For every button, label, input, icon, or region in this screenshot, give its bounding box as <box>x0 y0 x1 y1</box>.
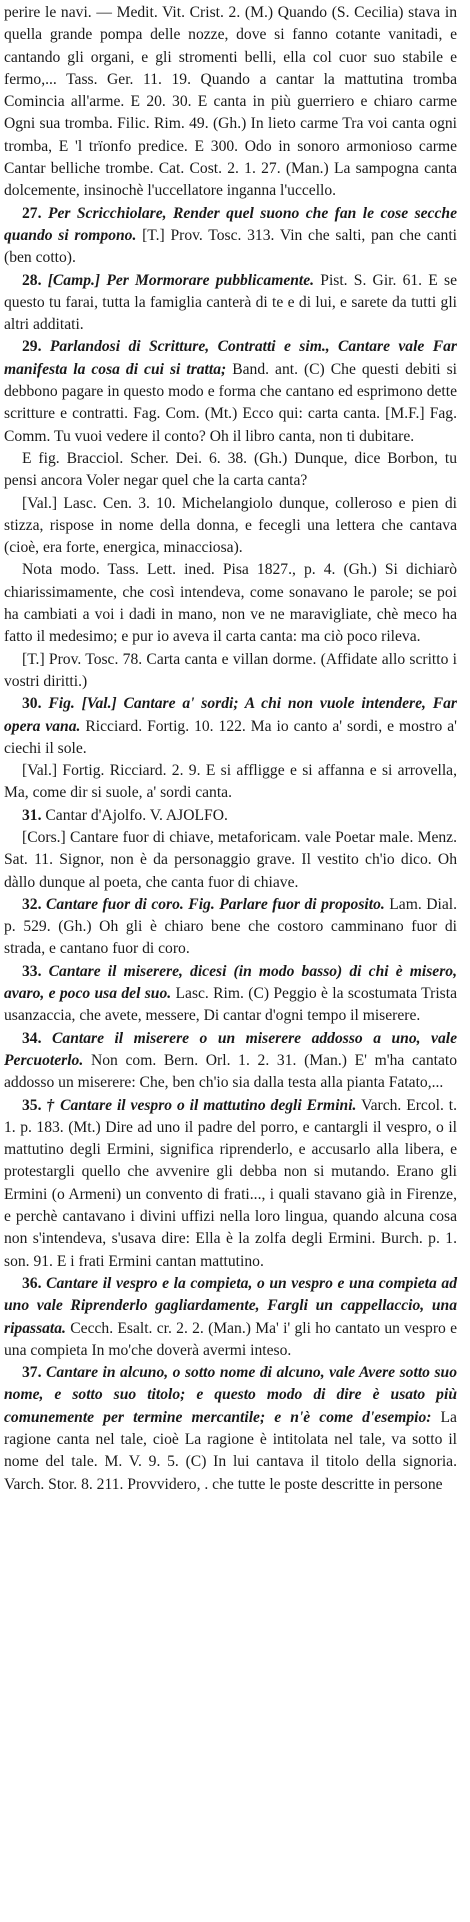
sense-definition: Cantare in alcuno, o sotto nome di alcuno, vale Avere sotto suo nome, e sotto suo titolo; e questo modo di dire è usato più comunemente per termine mercantile; e n'è come d'esempio: <box>4 1364 457 1426</box>
paragraph-text: perire le navi. — Medit. Vit. Crist. 2. (M.) Quando (S. Cecilia) stava in quella grande pompa delle nozze, dove si fanno cotante vanitadi, e cantando gli organi, e gli stromenti belli, ella col cuor suo stabile e fermo,... Tass. Ger. 11. 19. Quando a cantar la mattutina tromba Comincia all'arme. E 20. 30. E canta in più guerriero e chiaro carme Ogni sua tromba. Filic. Rim. 49. (Gh.) In lieto carme Tra voi canta ogni tromba, E 'l trïonfo predice. E 300. Odo in sonoro armonioso carme Cantar belliche trombe. Cat. Cost. 2. 1. 27. (Man.) La sampogna canta dolcemente, insinochè l'uccellatore inganna l'uccello. <box>4 4 457 200</box>
sense-definition: Cantar d'Ajolfo. <box>45 806 147 824</box>
sense-28 <box>4 270 457 337</box>
cross-reference: V. AJOLFO. <box>149 806 228 824</box>
sense-number: 29. <box>22 338 42 356</box>
sense-35 <box>4 1095 457 1273</box>
sense-number: 31. <box>22 806 42 824</box>
sense-definition: † Cantare il vespro o il mattutino degli Ermini. <box>46 1096 357 1114</box>
paragraph-text: E fig. Bracciol. Scher. Dei. 6. 38. (Gh.) Dunque, dice Borbon, tu pensi ancora Voler negar quel che la carta canta? <box>4 449 457 490</box>
sense-number: 36. <box>22 1274 42 1292</box>
sense-34 <box>4 1028 457 1095</box>
sense-definition: [Camp.] Per Mormorare pubblicamente. <box>47 271 315 289</box>
paragraph-text: Cecch. Esalt. cr. 2. 2. (Man.) Ma' i' gli ho cantato un vespro e una compieta In mo'che doverà avermi inteso. <box>4 1319 457 1359</box>
paragraph-text: Band. ant. (C) Che questi debiti si debbono pagare in questo modo e forma che cantano ed esprimono dette scritture e contratti. Fag. Com. (Mt.) Ecco qui: carta canta. [M.F.] Fag. Comm. Tu vuoi vedere il conto? Oh il libro canta, non ti dubitare. <box>4 360 457 445</box>
sense-29-proverb <box>4 649 457 694</box>
sense-37 <box>4 1362 457 1496</box>
paragraph-text: La ragione canta nel tale, cioè La ragione è intitolata nel tale, va sotto il nome del tale. M. V. 9. 5. (C) In lui cantava il titolo della signoria. Varch. Stor. 8. 211. Provvidero, . che tutte le poste descritte in persone <box>4 1408 457 1493</box>
paragraph-text: [Val.] Fortig. Ricciard. 2. 9. E si affligge e si affanna e si arrovella, Ma, come dir si suole, a' sordi canta. <box>4 762 457 802</box>
paragraph-text: Varch. Ercol. t. 1. p. 183. (Mt.) Dire ad uno il padre del porro, e cantargli il vespro, o il mattutino degli Ermini, significa riprenderlo, e accusarlo alla libera, e protestargli quello che avvenire gli debba non si mutando. Erano gli Ermini (o Armeni) un convento di frati..., i quali stavano già in Firenze, e perchè cantavano i divini uffizi nella loro lingua, quando alcuna cosa non s'intendeva, s'usava dire: Ella è la zolfa degli Ermini. Burch. p. 1. son. 91. E i frati Ermini cantan mattutino. <box>4 1096 458 1270</box>
sense-definition: Per Scricchiolare, Render quel suono che fan le cose secche quando si rompono. <box>4 204 457 244</box>
sense-29-nota-modo <box>4 559 457 648</box>
sense-number: 30. <box>22 695 42 713</box>
paragraph-text: Lam. Dial. p. 529. (Gh.) Oh gli è chiaro bene che costoro camminano fuor di strada, e cantano fuor di coro. <box>4 895 457 958</box>
sense-31-fuor-di-chiave <box>4 827 457 894</box>
sense-number: 37. <box>22 1364 42 1382</box>
paragraph-text: [Cors.] Cantare fuor di chiave, metaforicam. vale Poetar male. Menz. Sat. 11. Signor, non è da personaggio grave. Il vestito ch'io dico. Oh dàllo dunque al poeta, che canta fuor di chiave. <box>4 828 457 891</box>
sense-definition: Fig. [Val.] Cantare a' sordi; A chi non vuole intendere, Far opera vana. <box>4 695 457 735</box>
sense-number: 34. <box>22 1029 42 1047</box>
paragraph-text: Ricciard. Fortig. 10. 122. Ma io canto a' sordi, e mostro a' ciechi il sole. <box>4 717 457 757</box>
sense-29 <box>4 336 457 447</box>
sense-33 <box>4 961 457 1028</box>
sense-number: 33. <box>22 962 42 980</box>
paragraph-text: Non com. Bern. Orl. 1. 2. 31. (Man.) E' m'ha cantato addosso un miserere: Che, ben ch'io sia dalla testa alla pianta Fatato,... <box>4 1051 457 1092</box>
sense-number: 32. <box>22 895 42 913</box>
paragraph-text: [Val.] Lasc. Cen. 3. 10. Michelangiolo dunque, colleroso e pien di stizza, rispose in nome della donna, e fecegli una lettera che cantava (cioè, era forte, energica, minacciosa). <box>4 494 457 557</box>
entry-paragraph-intro <box>4 2 457 203</box>
sense-27 <box>4 203 457 270</box>
sense-definition: Cantare il vespro e la compieta, o un vespro e una compieta ad uno vale Riprenderlo gagliardamente, Fargli un cappellaccio, una ripassata. <box>4 1274 457 1337</box>
sense-30-fortiguerri <box>4 760 457 805</box>
sense-29-figurative <box>4 448 457 493</box>
entry-column <box>4 2 457 1496</box>
sense-29-lasca <box>4 493 457 560</box>
sense-definition: Cantare il miserere, dicesi (in modo basso) di chi è misero, avaro, e poco usa del suo. <box>4 962 457 1003</box>
paragraph-text: Nota modo. Tass. Lett. ined. Pisa 1827., p. 4. (Gh.) Si dichiarò chiarissimamente, che così intendeva, come sonavano le parole; se poi ha cambiati a voi i dadi in mano, non ve ne maravigliate, chè meco ha fatto il medesimo; e pur io aveva il carta canta: ma ciò poco rileva. <box>4 561 457 646</box>
sense-number: 28. <box>22 271 42 289</box>
paragraph-text: Lasc. Rim. (C) Peggio è la scostumata Trista usanzaccia, che avete, messere, Di cantar d'ogni tempo il miserere. <box>4 985 457 1025</box>
sense-36 <box>4 1273 457 1362</box>
sense-definition: Parlandosi di Scritture, Contratti e sim., Cantare vale Far manifesta la cosa di cui si tratta; <box>4 338 458 378</box>
sense-number: 35. <box>22 1096 42 1114</box>
sense-30 <box>4 693 457 760</box>
sense-definition: Cantare fuor di coro. Fig. Parlare fuor di proposito. <box>46 895 385 913</box>
paragraph-text: Pist. S. Gir. 61. E se questo tu farai, tutta la famiglia canterà di te e di lui, e sarete da tutti gli altri additati. <box>4 271 457 334</box>
sense-31 <box>4 805 457 827</box>
sense-32 <box>4 894 457 961</box>
paragraph-text: [T.] Prov. Tosc. 313. Vin che salti, pan che canti (ben cotto). <box>4 226 457 267</box>
sense-number: 27. <box>22 204 42 222</box>
paragraph-text: [T.] Prov. Tosc. 78. Carta canta e villan dorme. (Affidate allo scritto i vostri diritti.) <box>4 650 457 690</box>
sense-definition: Cantare il miserere o un miserere addosso a uno, vale Percuoterlo. <box>4 1029 457 1069</box>
